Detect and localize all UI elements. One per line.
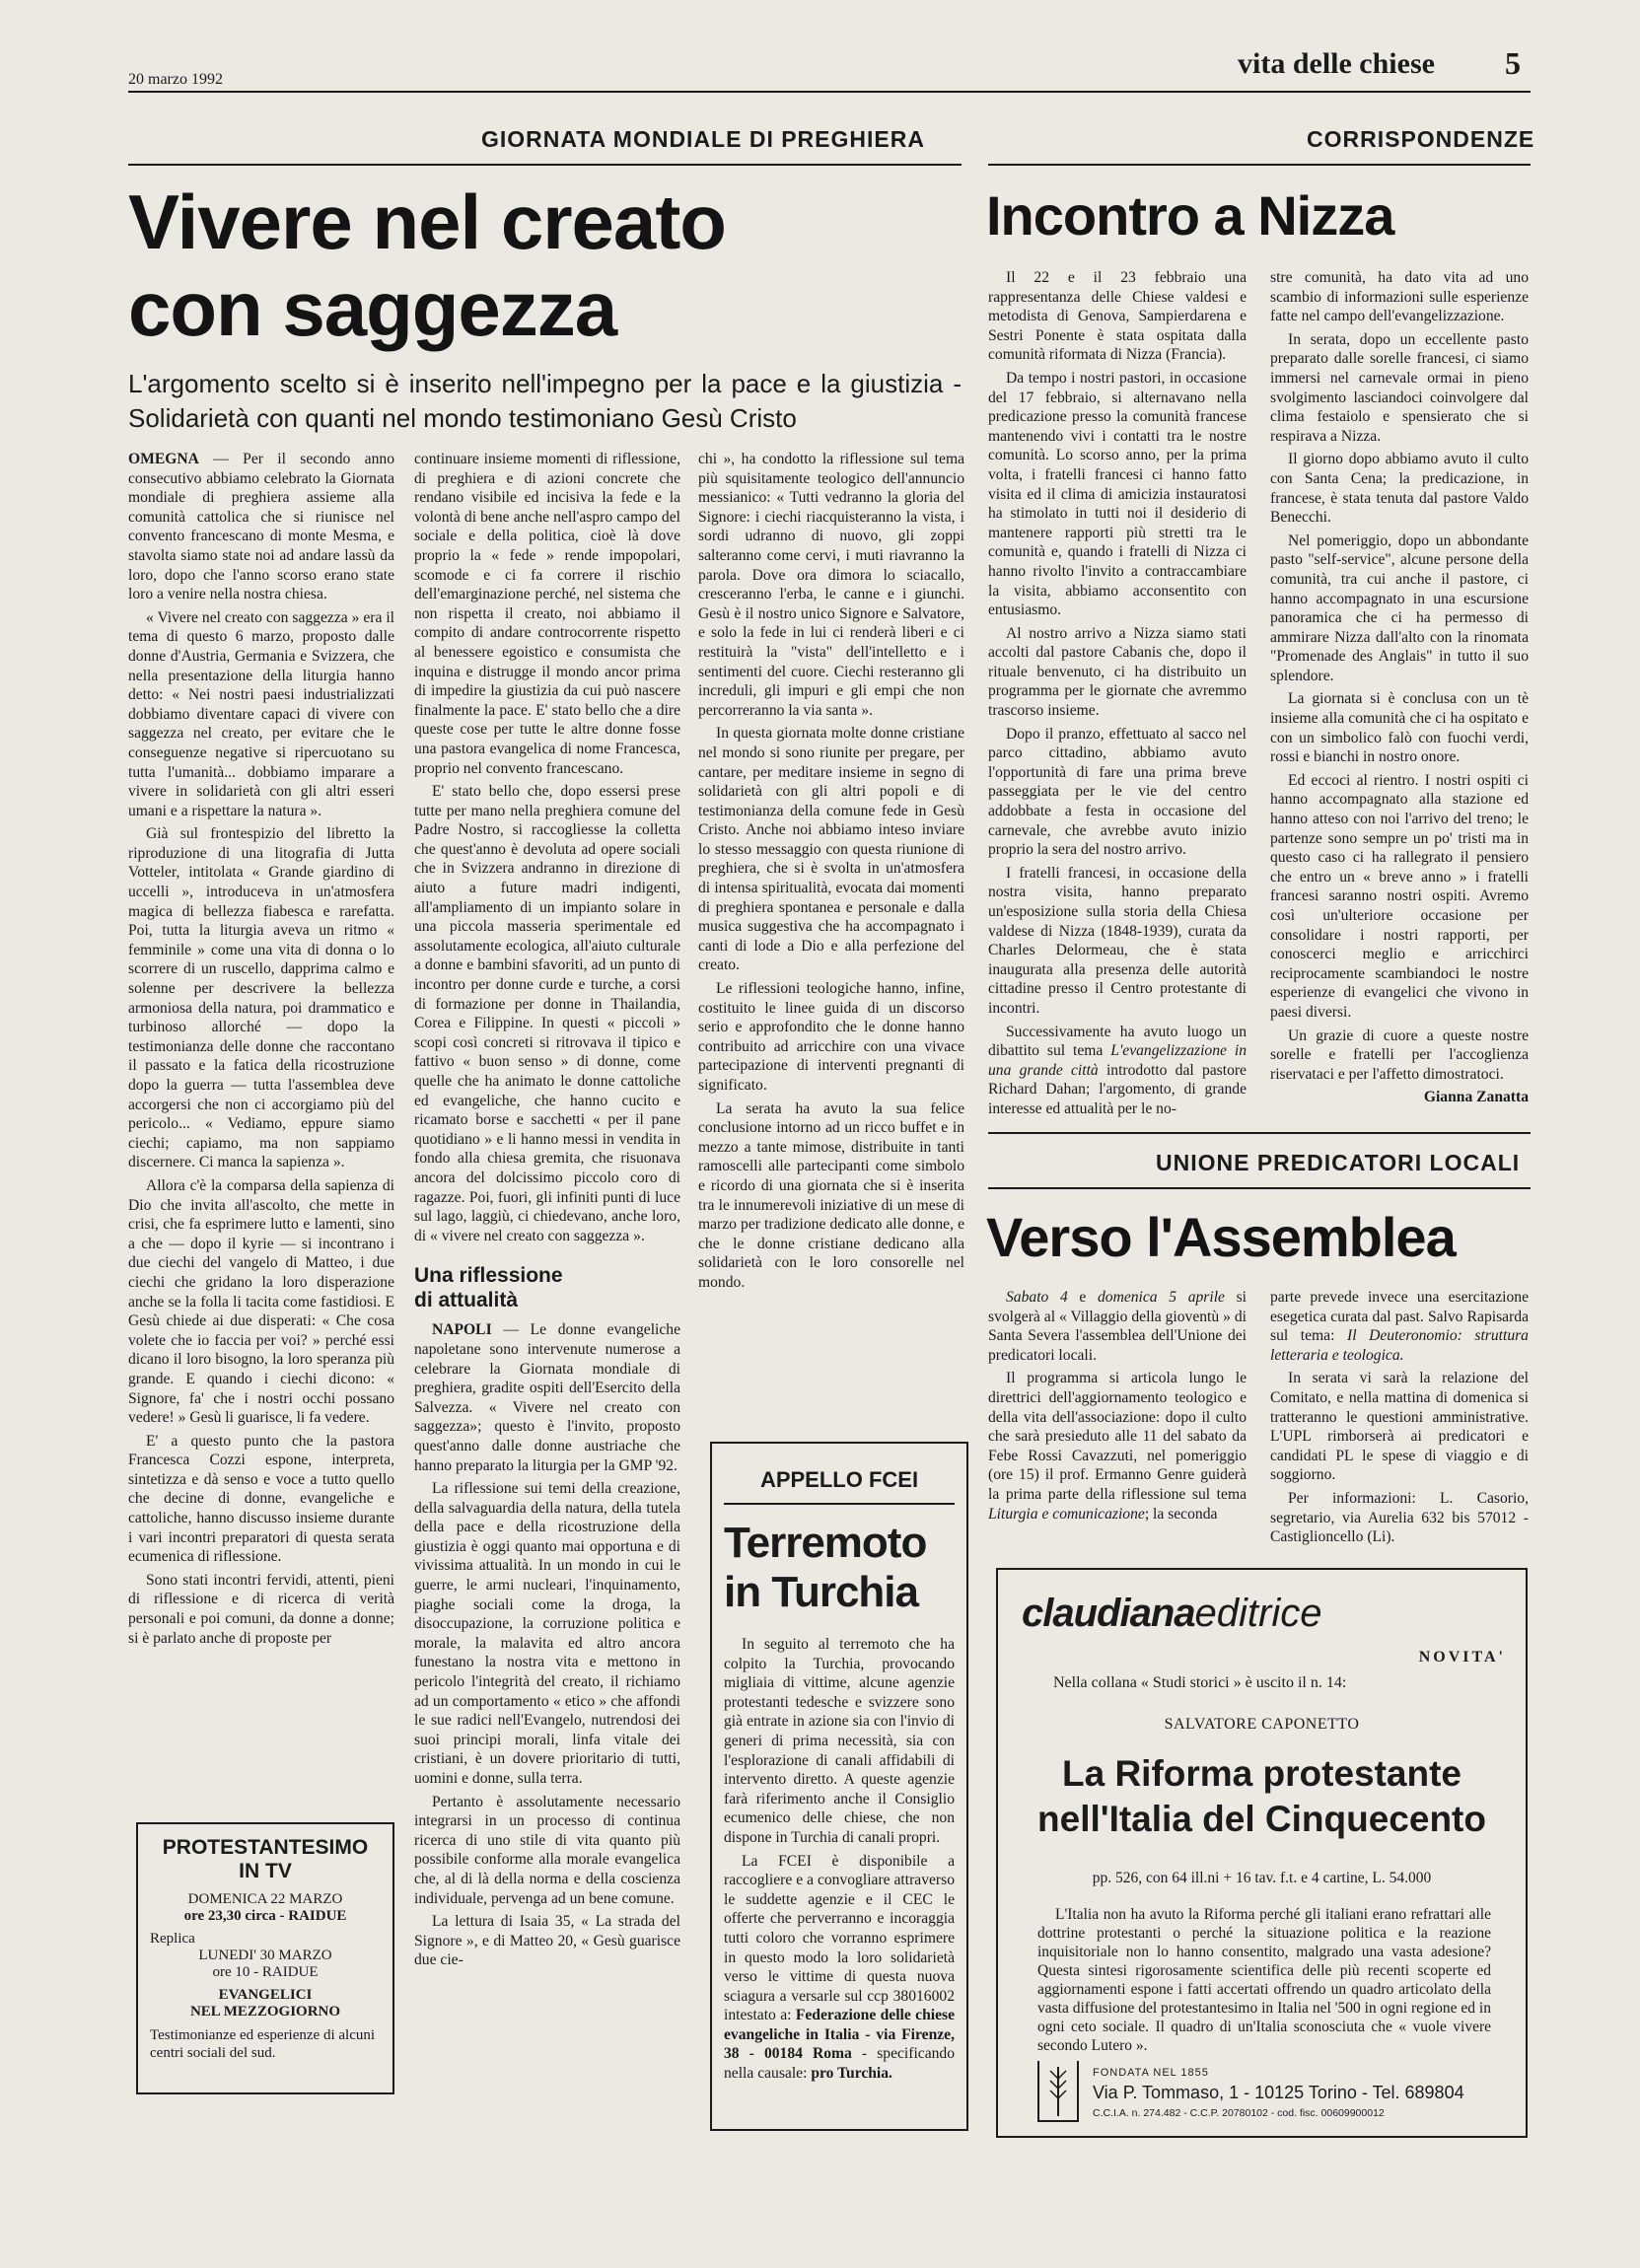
appeal-p2c: - specificando nella causale: bbox=[724, 2045, 956, 2083]
col3-p3: Le riflessioni teologiche hanno, infine, costituito le linee guida di un discorso serio e approfondito che le donne hanno contribuito ad arricchire con una vivace partecipazione di interventi pregnanti di significato. bbox=[698, 980, 964, 1094]
right-kicker-rule bbox=[988, 164, 1531, 166]
nizza-c2-p1: stre comunità, ha dato vita ad uno scambio di informazioni sulle esperienze fatte nel campo dell'evangelizzazione. bbox=[1270, 269, 1529, 325]
appeal-rule bbox=[724, 1503, 955, 1505]
col3-p4: La serata ha avuto la sua felice conclusione intorno ad un ricco buffet e in mezzo a tante mimose, distribuite in tanti ramoscelli alle partecipanti come simbolo e ricordo di una giornata che si è inserita tra le innumerevoli iniziative di un mese di marzo per tradizione dedicato alle donne, e che le donne cristiane dedicano alla solidarietà con le loro consorelle nel mondo. bbox=[698, 1099, 964, 1291]
col2-p1: continuare insieme momenti di riflessione, di preghiera e di azioni concrete che rendano visibile ed incisiva la fede e la volontà di bene anche nell'aspro campo del sociale e della politica, cioè là dove proprio la « fede » rende impopolari, scomode e ci fa correre il rischio dell'emarginazione perché, nel sistema che non rispetta il creato, noi abbiamo il compito di andare controcorrente rispetto al benessere egoistico e consumista che inquina e distrugge il mondo ancor prima di impedire la giustizia da cui può nascere finalmente la pace. E' stato bello che a dire queste cose per tutte le altre donne fosse una pastora evangelica di nome Francesca, proprio nel convento francescano. bbox=[414, 451, 680, 777]
nizza-c2-p2: In serata, dopo un eccellente pasto preparato dalle sorelle francesi, ci siamo immersi nel carnevale ormai in pieno svolgimento lasciandoci coinvolgere dal clima festaiolo e spensierato che si respirava a Nizza. bbox=[1270, 330, 1529, 445]
col2-p4: La riflessione sui temi della creazione, della salvaguardia della natura, della tutela della pace e della ricostruzione della giustizia è oggi quanto mai opportuna e di vivissima attualità. In un mondo in cui le guerre, le armi nucleari, l'inquinamento, piaghe sociali come la droga, la disoccupazione, la corruzione politica e morale, la malavita ed altro ancora funestano la nostra vita e mettono in pericolo l'integrità del creato, il richiamo ad un comportamento « etico » che affondi le sue radici nell'Evangelo, nutrendosi dei suoi principi morali, linfa vitale dei cristiani, è un dovere prioritario di tutti, uomini e donne, sulla terra. bbox=[414, 1480, 680, 1787]
dateline-napoli: NAPOLI bbox=[432, 1321, 492, 1339]
left-article-col3 bbox=[698, 450, 964, 1297]
left-article-col1 bbox=[128, 450, 394, 1652]
assembly-headline: Verso l'Assemblea bbox=[986, 1206, 1456, 1268]
assembly-c2-p3: Per informazioni: L. Casorio, segretario, via Aurelia 632 bis 57012 - Castiglioncello (Li). bbox=[1270, 1489, 1529, 1546]
appeal-p1: In seguito al terremoto che ha colpito la Turchia, provocando migliaia di vittime, alcune agenzie protestanti tedesche e svizzere sono già entrate in azione sia con l'invio di generi di prima necessità, sia con l'esplorazione di canali affidabili di intervento diretto. A queste agenzie farà riferimento anche il Consiglio ecumenico delle chiese, che non dispone in Turchia di canali propri. bbox=[724, 1636, 955, 1846]
nizza-c2-p4: Nel pomeriggio, dopo un abbondante pasto "self-service", alcune persone della comunità, tra cui anche il pastore, ci hanno accompagnato in una escursione panoramica che ci ha permesso di ammirare Nizza dall'alto con la rinomata "Promenade des Anglais" in tutto il suo splendore. bbox=[1270, 532, 1529, 684]
assembly-c2-p1a: parte prevede invece una esercitazione esegetica curata dal past. Salvo Rapisarda sul tema: bbox=[1270, 1289, 1529, 1345]
tv-box-line4: ore 10 - RAIDUE bbox=[212, 1964, 319, 1980]
nizza-p1: Il 22 e il 23 febbraio una rappresentanza delle Chiese valdesi e metodista di Genova, Sampierdarena e Sestri Ponente è stata ospitata dalla comunità riformata di Nizza (Francia). bbox=[988, 269, 1247, 364]
col1-p4: Allora c'è la comparsa della sapienza di Dio che invita all'ascolto, che mette in crisi, che fa esprimere lutto e lamenti, sino a che — dopo il kyrie — si incontrano i due ciechi del vangelo di Matteo, i due ciechi che gridano la loro disperazione anche se la folla li tacita come fastidiosi. E Gesù chiede ai due disperati: « Che cosa volete che io faccia per voi? » perché essi dicano il loro bisogno, la loro speranza più grande. E quando i ciechi dicono: « Signore, fa' che i nostri occhi possano vedere! » Gesù li guarisce, li fa vedere. bbox=[128, 1176, 394, 1427]
publication-name: vita delle chiese bbox=[1238, 47, 1435, 80]
main-headline-line2: con saggezza bbox=[128, 265, 617, 352]
tv-box-replica: Replica bbox=[150, 1931, 195, 1947]
tv-box bbox=[136, 1822, 394, 2094]
assembly-col2 bbox=[1270, 1288, 1529, 1551]
col2-p3: — Le donne evangeliche napoletane sono intervenute numerose a celebrare la Giornata mondiale di preghiera, gradite ospiti dell'Esercito della Salvezza. « Vivere nel creato con saggezza»; questo è l'invito, proposto quest'anno dalle donne austriache che hanno preparato la liturgia per la GMP '92. bbox=[414, 1321, 680, 1474]
claudiana-intro: Nella collana « Studi storici » è uscito il n. 14: bbox=[1053, 1674, 1347, 1691]
col2-p5: Pertanto è assolutamente necessario integrarsi in un processo di continua ricerca di uno stile di vita quanto più possibile conforme alla morale evangelica che, al di là della norma e della coscienza individuale, pervenga ad un bene comune. bbox=[414, 1793, 680, 1907]
tv-box-line3: LUNEDI' 30 MARZO bbox=[198, 1948, 332, 1963]
nizza-c2-p3: Il giorno dopo abbiamo avuto il culto con Santa Cena; la predicazione, in francese, è stata tenuta dal pastore Valdo Benecchi. bbox=[1270, 451, 1529, 527]
left-kicker-rule bbox=[128, 164, 962, 166]
nizza-headline: Incontro a Nizza bbox=[986, 184, 1394, 247]
page-number: 5 bbox=[1505, 45, 1521, 81]
left-article-col2 bbox=[414, 450, 680, 1974]
col1-p1: — Per il secondo anno consecutivo abbiamo celebrato la Giornata mondiale di preghiera assieme alla comunità cattolica che si riunisce nel convento francescano di monte Mesma, e stavolta siamo state noi ad andare lassù da loro, dopo che l'anno scorso erano state loro a venire nella nostra chiesa. bbox=[128, 451, 394, 603]
col3-p1: chi », ha condotto la riflessione sul tema più squisitamente teologico dell'annuncio messianico: « Tutti vedranno la gloria del Signore: i ciechi riacquisteranno la vista, i sordi udranno di nuovo, gli zoppi salteranno come cervi, i muti riavranno la parola. Dove ora dimora lo sciacallo, cresceranno l'erba, le canne e i giunchi. Gesù è il nostro unico Signore e Salvatore, e solo la fede in lui ci renderà liberi e ci restituirà la "vista" dell'intelletto e i sentimenti del cuore. Ciechi resteranno gli increduli, gli impuri e gli empi che non percorreranno la via santa ». bbox=[698, 451, 964, 719]
col2-p6: La lettura di Isaia 35, « La strada del Signore », e di Matteo 20, « Gesù guarisce due cie- bbox=[414, 1913, 680, 1969]
col1-p2: « Vivere nel creato con saggezza » era il tema di questo 6 marzo, proposto dalle donne d'Austria, Germania e Svizzera, che nella presentazione della liturgia hanno detto: « Nei nostri paesi industrializzati dobbiamo diventare capaci di vivere con saggezza nel creato, per evitare che le conseguenze negative si ripercuotano su tutta l'umanità... dobbiamo imparare a vivere in solidarietà con gli altri esseri umani e a rispettare la natura ». bbox=[128, 608, 394, 819]
nizza-p3: Al nostro arrivo a Nizza siamo stati accolti dal pastore Cabanis che, dopo il rituale benvenuto, ci ha distribuito un programma per le giornate che avremmo trascorso insieme. bbox=[988, 624, 1247, 720]
assembly-kicker: UNIONE PREDICATORI LOCALI bbox=[1156, 1150, 1521, 1175]
tv-box-description: Testimonianze ed esperienze di alcuni centri sociali del sud. bbox=[150, 2027, 376, 2061]
main-headline-line1: Vivere nel creato bbox=[128, 178, 726, 265]
assembly-kicker-rule bbox=[988, 1187, 1531, 1189]
claudiana-author: SALVATORE CAPONETTO bbox=[1164, 1716, 1360, 1733]
nizza-c2-p7: Un grazie di cuore a queste nostre sorelle e fratelli per l'accoglienza riservataci e per l'affetto dimostratoci. bbox=[1270, 1027, 1529, 1083]
dateline-omegna: OMEGNA bbox=[128, 451, 199, 467]
right-kicker: CORRISPONDENZE bbox=[1307, 126, 1535, 152]
nizza-col1 bbox=[988, 268, 1247, 1123]
appeal-p2b: Federazione delle chiese evangeliche in Italia - via Firenze, 38 - 00184 Roma bbox=[724, 2007, 956, 2063]
nizza-p6a: Successivamente ha avuto luogo un dibattito sul tema bbox=[988, 1023, 1247, 1060]
appeal-p2d: pro Turchia. bbox=[811, 2065, 892, 2083]
claudiana-novita: NOVITA' bbox=[1418, 1649, 1506, 1666]
claudiana-founded: FONDATA NEL 1855 bbox=[1093, 2067, 1209, 2079]
claudiana-ad bbox=[996, 1568, 1528, 2138]
appeal-headline-2: in Turchia bbox=[724, 1568, 918, 1616]
claudiana-description: L'Italia non ha avuto la Riforma perché gli italiani erano refrattari alle dottrine protestanti o perché la situazione politica e la reazione inquisitoriale non lo hanno consentito, malgrado una vasta adesione? Questa sintesi rigorosamente scientifica delle più recenti scoperte ed aggiornamenti espone i fatti accertati offrendo un quadro articolato della vasta diffusione del protestantesimo in Italia nel '500 in ogni regione ed in ogni ceto sociale. Il quadro di un'Italia sconosciuta che « vuole vivere secondo Lutero ». bbox=[1037, 1906, 1491, 2054]
col2-p2: E' stato bello che, dopo essersi prese tutte per mano nella preghiera comune del Padre Nostro, si raccogliesse la colletta che quest'anno è devoluta ad opere sociali che in Svizzera andranno in direzione di aiuto a future madri indigenti, all'ampliamento di un impianto solare in una piccola masseria sperimentale ed assolutamente ecologica, all'aiuto culturale a donne e bambini sfavoriti, ad un punto di incontro per donne curde e turche, a corsi di formazione per donne in Thailandia, Corea e Filippine. In questi « piccoli » scopi così concreti si ritrovava il tipico e fattivo « buon senso » di donne, come quelle che ha animato le donne cattoliche ed evangeliche, che hanno cucito e ricamato borse e sacchetti « per il pane quotidiano » e li hanno messi in vendita in fondo alla chiesa gremita, che risuonava ancora del dolcissimo piccolo coro di ragazze. Poi, fuori, gli infiniti punti di luce sul lago, laggiù, ci chiedevano, anche loro, di « vivere nel creato con saggezza ». bbox=[414, 783, 680, 1244]
assembly-p2a: Il programma si articola lungo le direttrici dell'aggiornamento teologico e della vita dell'associazione: dopo il culto che sarà presieduto alle 11 del sabato da Febe Rossi Cavazzuti, nel pomeriggio (ore 15) il prof. Ermanno Genre guiderà la prima parte della riflessione sul tema bbox=[988, 1370, 1247, 1503]
nizza-p5: I fratelli francesi, in occasione della nostra visita, hanno preparato un'esposizione sulla storia della Chiesa valdese di Nizza (1848-1939), curata da Charles Delormeau, che è stata inaugurata alla presenza delle autorità cittadine presso il Centro protestante di incontri. bbox=[988, 864, 1247, 1017]
claudiana-logo bbox=[1022, 1592, 1321, 1636]
assembly-p1b: e bbox=[1067, 1289, 1098, 1306]
nizza-p6b: L'evangelizzazione in una grande città bbox=[988, 1042, 1247, 1079]
assembly-c2-p2: In serata vi sarà la relazione del Comitato, e nella mattina di domenica si tratteranno le questioni amministrative. L'UPL rimborserà ai predicatori e candidati PL le spese di viaggio e di soggiorno. bbox=[1270, 1370, 1529, 1484]
nizza-p4: Dopo il pranzo, effettuato al sacco nel parco cittadino, abbiamo avuto l'opportunità di fare una prima breve passeggiata per le vie del centro addobbate a festa in occasione del carnevale, che avrebbe avuto inizio proprio la sera del nostro arrivo. bbox=[988, 725, 1247, 859]
col2-subhead-2: di attualità bbox=[414, 1289, 519, 1312]
claudiana-address: Via P. Tommaso, 1 - 10125 Torino - Tel. 689804 bbox=[1093, 2083, 1464, 2102]
tv-box-title-1: PROTESTANTESIMO bbox=[162, 1836, 369, 1859]
claudiana-emblem bbox=[1037, 2061, 1079, 2122]
claudiana-fiscal: C.C.I.A. n. 274.482 - C.C.P. 20780102 - cod. fisc. 00609900012 bbox=[1093, 2107, 1385, 2119]
col1-p3: Già sul frontespizio del libretto la riproduzione di una litografia di Jutta Votteler, intitolata « Grande giardino di uccelli », introduceva in un'atmosfera magica di bellezza fiabesca e rarefatta. Poi, tutta la liturgia aveva un ritmo « femminile » come una vita di donna o lo scorrere di un ruscello, dapprima calmo e solenne per descrivere la bellezza armoniosa della natura, poi drammatico e turbinoso allorché — dopo la testimonianza delle donne che raccontano il passato e la fatica della ricostruzione dopo la guerra — tutta l'assemblea deve accorgersi che non ci accorgiamo più del pericolo... « Vediamo, eppure siamo ciechi; capiamo, ma non sappiamo discernere. Ci manca la sapienza ». bbox=[128, 825, 394, 1171]
assembly-c2-p1b: Il Deuteronomio: struttura letteraria e teologica. bbox=[1270, 1327, 1529, 1364]
claudiana-brand-bold: claudiana bbox=[1022, 1592, 1195, 1635]
tv-box-line1: DOMENICA 22 MARZO bbox=[187, 1891, 343, 1907]
assembly-p1a: Sabato 4 bbox=[1006, 1289, 1068, 1306]
nizza-signature: Gianna Zanatta bbox=[1423, 1089, 1529, 1106]
assembly-p1c: domenica 5 aprile bbox=[1097, 1289, 1225, 1306]
claudiana-title-2: nell'Italia del Cinquecento bbox=[1037, 1799, 1486, 1839]
tv-box-title-2: IN TV bbox=[239, 1860, 292, 1882]
assembly-p2c: ; la seconda bbox=[1144, 1505, 1218, 1523]
assembly-col1 bbox=[988, 1288, 1247, 1527]
main-subtitle: L'argomento scelto si è inserito nell'impegno per la pace e la giustizia - Solidarietà con quanti nel mondo testimoniano Gesù Cristo bbox=[128, 369, 962, 433]
col1-p5: E' a questo punto che la pastora Francesca Cozzi espone, interpreta, sintetizza e dà senso e voce a tutto quello che decine di donne, evangeliche e cattoliche, hanno discusso insieme durante i vari incontri preparatori di questa serata ecumenica di riflessione. bbox=[128, 1432, 394, 1566]
issue-date: 20 marzo 1992 bbox=[128, 71, 223, 88]
tv-box-line2: ore 23,30 circa - RAIDUE bbox=[183, 1908, 347, 1924]
claudiana-details: pp. 526, con 64 ill.ni + 16 tav. f.t. e 4 cartine, L. 54.000 bbox=[1092, 1870, 1432, 1886]
nizza-c2-p5: La giornata si è conclusa con un tè insieme alla comunità che ci ha ospitato e con un simbolico falò con fuochi verdi, rossi e bianchi in nostro onore. bbox=[1270, 690, 1529, 766]
nizza-col2 bbox=[1270, 268, 1529, 1107]
appeal-box bbox=[710, 1442, 968, 2131]
nizza-p6c: introdotto dal pastore Richard Dahan; l'argomento, di grande interesse ed attualità per le no- bbox=[988, 1061, 1247, 1117]
nizza-p2: Da tempo i nostri pastori, in occasione del 17 febbraio, si alternavano nella predicazione presso la comunità francese mantenendo vivi i contatti tra le nostre comunità. Lo scorso anno, per la prima volta, i fratelli francesi ci hanno fatto visita ed il clima di amicizia instauratosi ha stimolato in tutti noi il desiderio di mantenere rapporti più stretti tra le comunità e, quando i fratelli di Nizza ci hanno rivolto l'invito a contraccambiare la visita, abbiamo acconsentito con entusiasmo. bbox=[988, 369, 1247, 619]
tv-box-program1: EVANGELICI bbox=[218, 1987, 313, 2003]
nizza-c2-p6: Ed eccoci al rientro. I nostri ospiti ci hanno accompagnato alla stazione ed hanno atteso con noi l'arrivo del treno; le partenze sono sempre un po' tristi ma in questo caso ci ha rallegrato il pensiero che entro un « breve anno » i fratelli francesi saranno nostri ospiti. Avremo così un'ulteriore occasione per consolidare i nostri rapporti, per conoscerci meglio e arricchirci reciprocamente scambiandoci le nostre esperienze di evangelici che vivono in paesi diversi. bbox=[1270, 771, 1529, 1021]
appeal-kicker: APPELLO FCEI bbox=[759, 1467, 919, 1492]
assembly-top-rule bbox=[988, 1132, 1531, 1134]
claudiana-emblem-icon bbox=[1039, 2061, 1077, 2120]
header-rule bbox=[128, 91, 1531, 93]
tv-box-program2: NEL MEZZOGIORNO bbox=[189, 2004, 341, 2020]
col2-subhead-1: Una riflessione bbox=[414, 1264, 563, 1288]
left-kicker: GIORNATA MONDIALE DI PREGHIERA bbox=[481, 126, 925, 152]
claudiana-title-1: La Riforma protestante bbox=[1061, 1753, 1462, 1794]
appeal-headline-1: Terremoto bbox=[724, 1519, 927, 1567]
appeal-p2a: La FCEI è disponibile a raccogliere e a convogliare attraverso le suddette agenzie e il CEC le offerte che perverranno e incoraggia tutti coloro che vorranno esprimere in questo modo la loro solidarietà verso le vittime di questa nuova sciagura a versarle sul ccp 38016002 intestato a: bbox=[724, 1852, 955, 2024]
assembly-p2b: Liturgia e comunicazione bbox=[988, 1505, 1145, 1523]
claudiana-brand-light: editrice bbox=[1194, 1592, 1322, 1635]
col3-p2: In questa giornata molte donne cristiane nel mondo si sono riunite per pregare, per cantare, per meditare insieme in segno di solidarietà con gli altri popoli e di testimonianza della comune fede in Gesù Cristo. Anche noi abbiamo inteso inviare lo stesso messaggio con questa riunione di preghiera, che si è svolta in un'atmosfera di intensa spiritualità, evocata dai momenti di preghiera spontanea e personale e dalla musica suggestiva che ha accompagnato i canti di lode a Dio e alla perfezione del creato. bbox=[698, 725, 964, 974]
assembly-p1d: si svolgerà al « Villaggio della gioventù » di Santa Severa l'assemblea dell'Unione dei predicatori locali. bbox=[988, 1289, 1247, 1364]
col1-p6: Sono stati incontri fervidi, attenti, pieni di riflessione e di ricerca di verità personali e poi comuni, da donne a donne; si è parlato anche di proposte per bbox=[128, 1571, 394, 1647]
